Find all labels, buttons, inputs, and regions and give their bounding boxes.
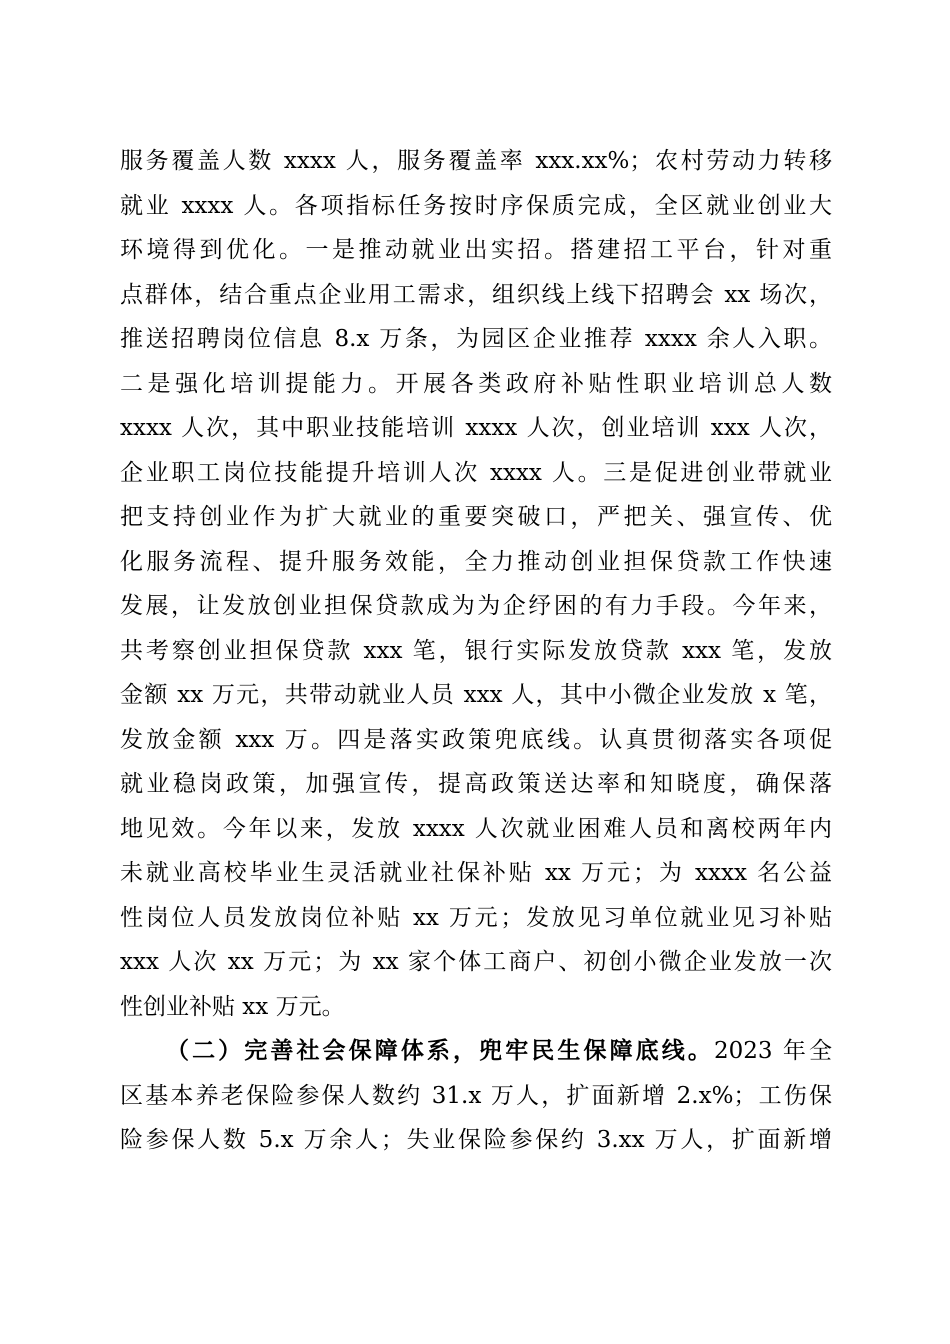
text-line: 性岗位人员发放岗位补贴 xx 万元；发放见习单位就业见习补贴: [120, 904, 832, 931]
text-line: 共考察创业担保贷款 xxx 笔，银行实际发放贷款 xxx 笔，发放: [120, 637, 832, 664]
paragraph-employment: [120, 139, 832, 1029]
text-line: 服务覆盖人数 xxxx 人，服务覆盖率 xxx.xx%；农村劳动力转移: [120, 148, 832, 174]
text-line: xxx 人次 xx 万元；为 xx 家个体工商户、初创小微企业发放一次: [120, 949, 832, 975]
text-line: 就业稳岗政策，加强宣传，提高政策送达率和知晓度，确保落: [120, 771, 832, 797]
text-line: 点群体，结合重点企业用工需求，组织线上线下招聘会 xx 场次，: [120, 281, 832, 308]
text-line: 发展，让发放创业担保贷款成为为企纾困的有力手段。今年来，: [120, 593, 832, 619]
text-line: 企业职工岗位技能提升培训人次 xxxx 人。三是促进创业带就业: [120, 459, 832, 486]
text-line: 金额 xx 万元，共带动就业人员 xxx 人，其中小微企业发放 x 笔，: [120, 682, 832, 708]
heading-line-rest: 2023 年全: [713, 1038, 832, 1064]
text-line: xxxx 人次，其中职业技能培训 xxxx 人次，创业培训 xxx 人次，: [120, 415, 832, 441]
text-line: 就业 xxxx 人。各项指标任务按时序保质完成，全区就业创业大: [120, 192, 832, 219]
section-heading: （二）完善社会保障体系，兜牢民生保障底线。: [166, 1037, 714, 1064]
paragraph-social-security: [120, 1029, 832, 1163]
text-line: 未就业高校毕业生灵活就业社保补贴 xx 万元；为 xxxx 名公益: [120, 860, 832, 886]
text-line: 区基本养老保险参保人数约 31.x 万人，扩面新增 2.x%；工伤保: [120, 1082, 832, 1109]
text-line: 把支持创业作为扩大就业的重要突破口，严把关、强宣传、优: [120, 504, 832, 530]
text-line: 险参保人数 5.x 万余人；失业保险参保约 3.xx 万人，扩面新增: [120, 1127, 832, 1153]
text-line: 地见效。今年以来，发放 xxxx 人次就业困难人员和离校两年内: [120, 815, 832, 842]
text-line: 二是强化培训提能力。开展各类政府补贴性职业培训总人数: [120, 370, 832, 397]
section-heading-line: [120, 1029, 832, 1074]
text-line: 推送招聘岗位信息 8.x 万条，为园区企业推荐 xxxx 余人入职。: [120, 326, 832, 352]
text-line: 性创业补贴 xx 万元。: [120, 993, 345, 1020]
text-line: 环境得到优化。一是推动就业出实招。搭建招工平台，针对重: [120, 237, 832, 263]
text-line: 发放金额 xxx 万。四是落实政策兜底线。认真贯彻落实各项促: [120, 726, 832, 753]
body-text: [120, 139, 832, 1163]
text-line: 化服务流程、提升服务效能，全力推动创业担保贷款工作快速: [120, 548, 832, 575]
